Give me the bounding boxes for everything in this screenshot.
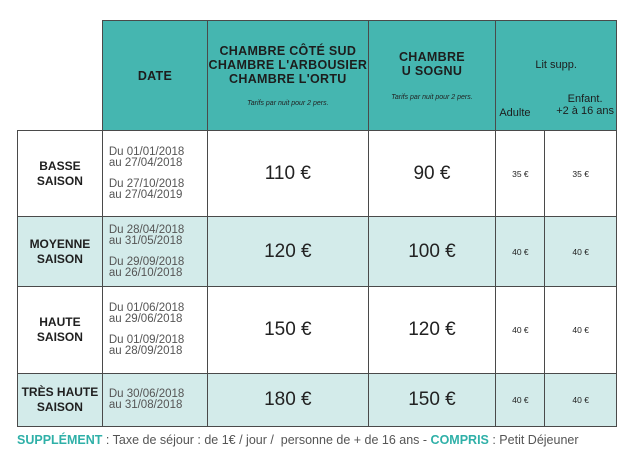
season-dates: Du 28/04/2018 au 31/05/2018 Du 29/09/2018 au 26/10/2018 <box>102 217 207 287</box>
season-dates: Du 01/06/2018 au 29/06/2018 Du 01/09/2018 au 28/09/2018 <box>102 287 207 374</box>
season-label: MOYENNE SAISON <box>18 217 103 287</box>
header-enfant: Enfant. +2 à 16 ans <box>556 93 614 117</box>
header-blank-cell <box>18 21 103 131</box>
row-moyenne-saison <box>18 217 617 287</box>
row-basse-saison <box>18 131 617 217</box>
price-sognu: 120 € <box>368 287 496 374</box>
price-enfant: 40 € <box>545 217 617 287</box>
header-date: DATE <box>102 21 207 131</box>
price-sud: 150 € <box>208 287 368 374</box>
season-label: BASSE SAISON <box>18 131 103 217</box>
price-adulte: 35 € <box>496 131 545 217</box>
price-enfant: 35 € <box>545 131 617 217</box>
price-adulte: 40 € <box>496 287 545 374</box>
header-chambre-sognu: CHAMBRE U SOGNU Tarifs par nuit pour 2 pers. <box>368 21 496 131</box>
price-sud: 180 € <box>208 374 368 427</box>
header-chambre-sud: CHAMBRE CÔTÉ SUD CHAMBRE L'ARBOUSIER CHAMBRE L'ORTU Tarifs par nuit pour 2 pers. <box>208 21 368 131</box>
compris-text: : Petit Déjeuner <box>488 433 579 447</box>
season-dates: Du 30/06/2018 au 31/08/2018 <box>102 374 207 427</box>
price-sognu: 150 € <box>368 374 496 427</box>
season-label: TRÈS HAUTE SAISON <box>18 374 103 427</box>
row-tres-haute-saison <box>18 374 617 427</box>
price-sognu: 100 € <box>368 217 496 287</box>
row-haute-saison <box>18 287 617 374</box>
header-row <box>18 21 617 131</box>
compris-label: COMPRIS <box>430 433 489 447</box>
price-sognu: 90 € <box>368 131 496 217</box>
season-dates: Du 01/01/2018 au 27/04/2018 Du 27/10/2018 au 27/04/2019 <box>102 131 207 217</box>
price-sud: 120 € <box>208 217 368 287</box>
price-adulte: 40 € <box>496 217 545 287</box>
header-lit-supp: Lit supp. Adulte Enfant. +2 à 16 ans <box>496 21 617 131</box>
price-enfant: 40 € <box>545 287 617 374</box>
footer-note <box>17 433 579 447</box>
price-enfant: 40 € <box>545 374 617 427</box>
supplement-text: : Taxe de séjour : de 1€ / jour / personne de + de 16 ans - <box>102 433 431 447</box>
price-adulte: 40 € <box>496 374 545 427</box>
header-adulte: Adulte <box>499 107 531 119</box>
rates-table <box>17 20 617 427</box>
price-sud: 110 € <box>208 131 368 217</box>
season-label: HAUTE SAISON <box>18 287 103 374</box>
supplement-label: SUPPLÉMENT <box>17 433 103 447</box>
